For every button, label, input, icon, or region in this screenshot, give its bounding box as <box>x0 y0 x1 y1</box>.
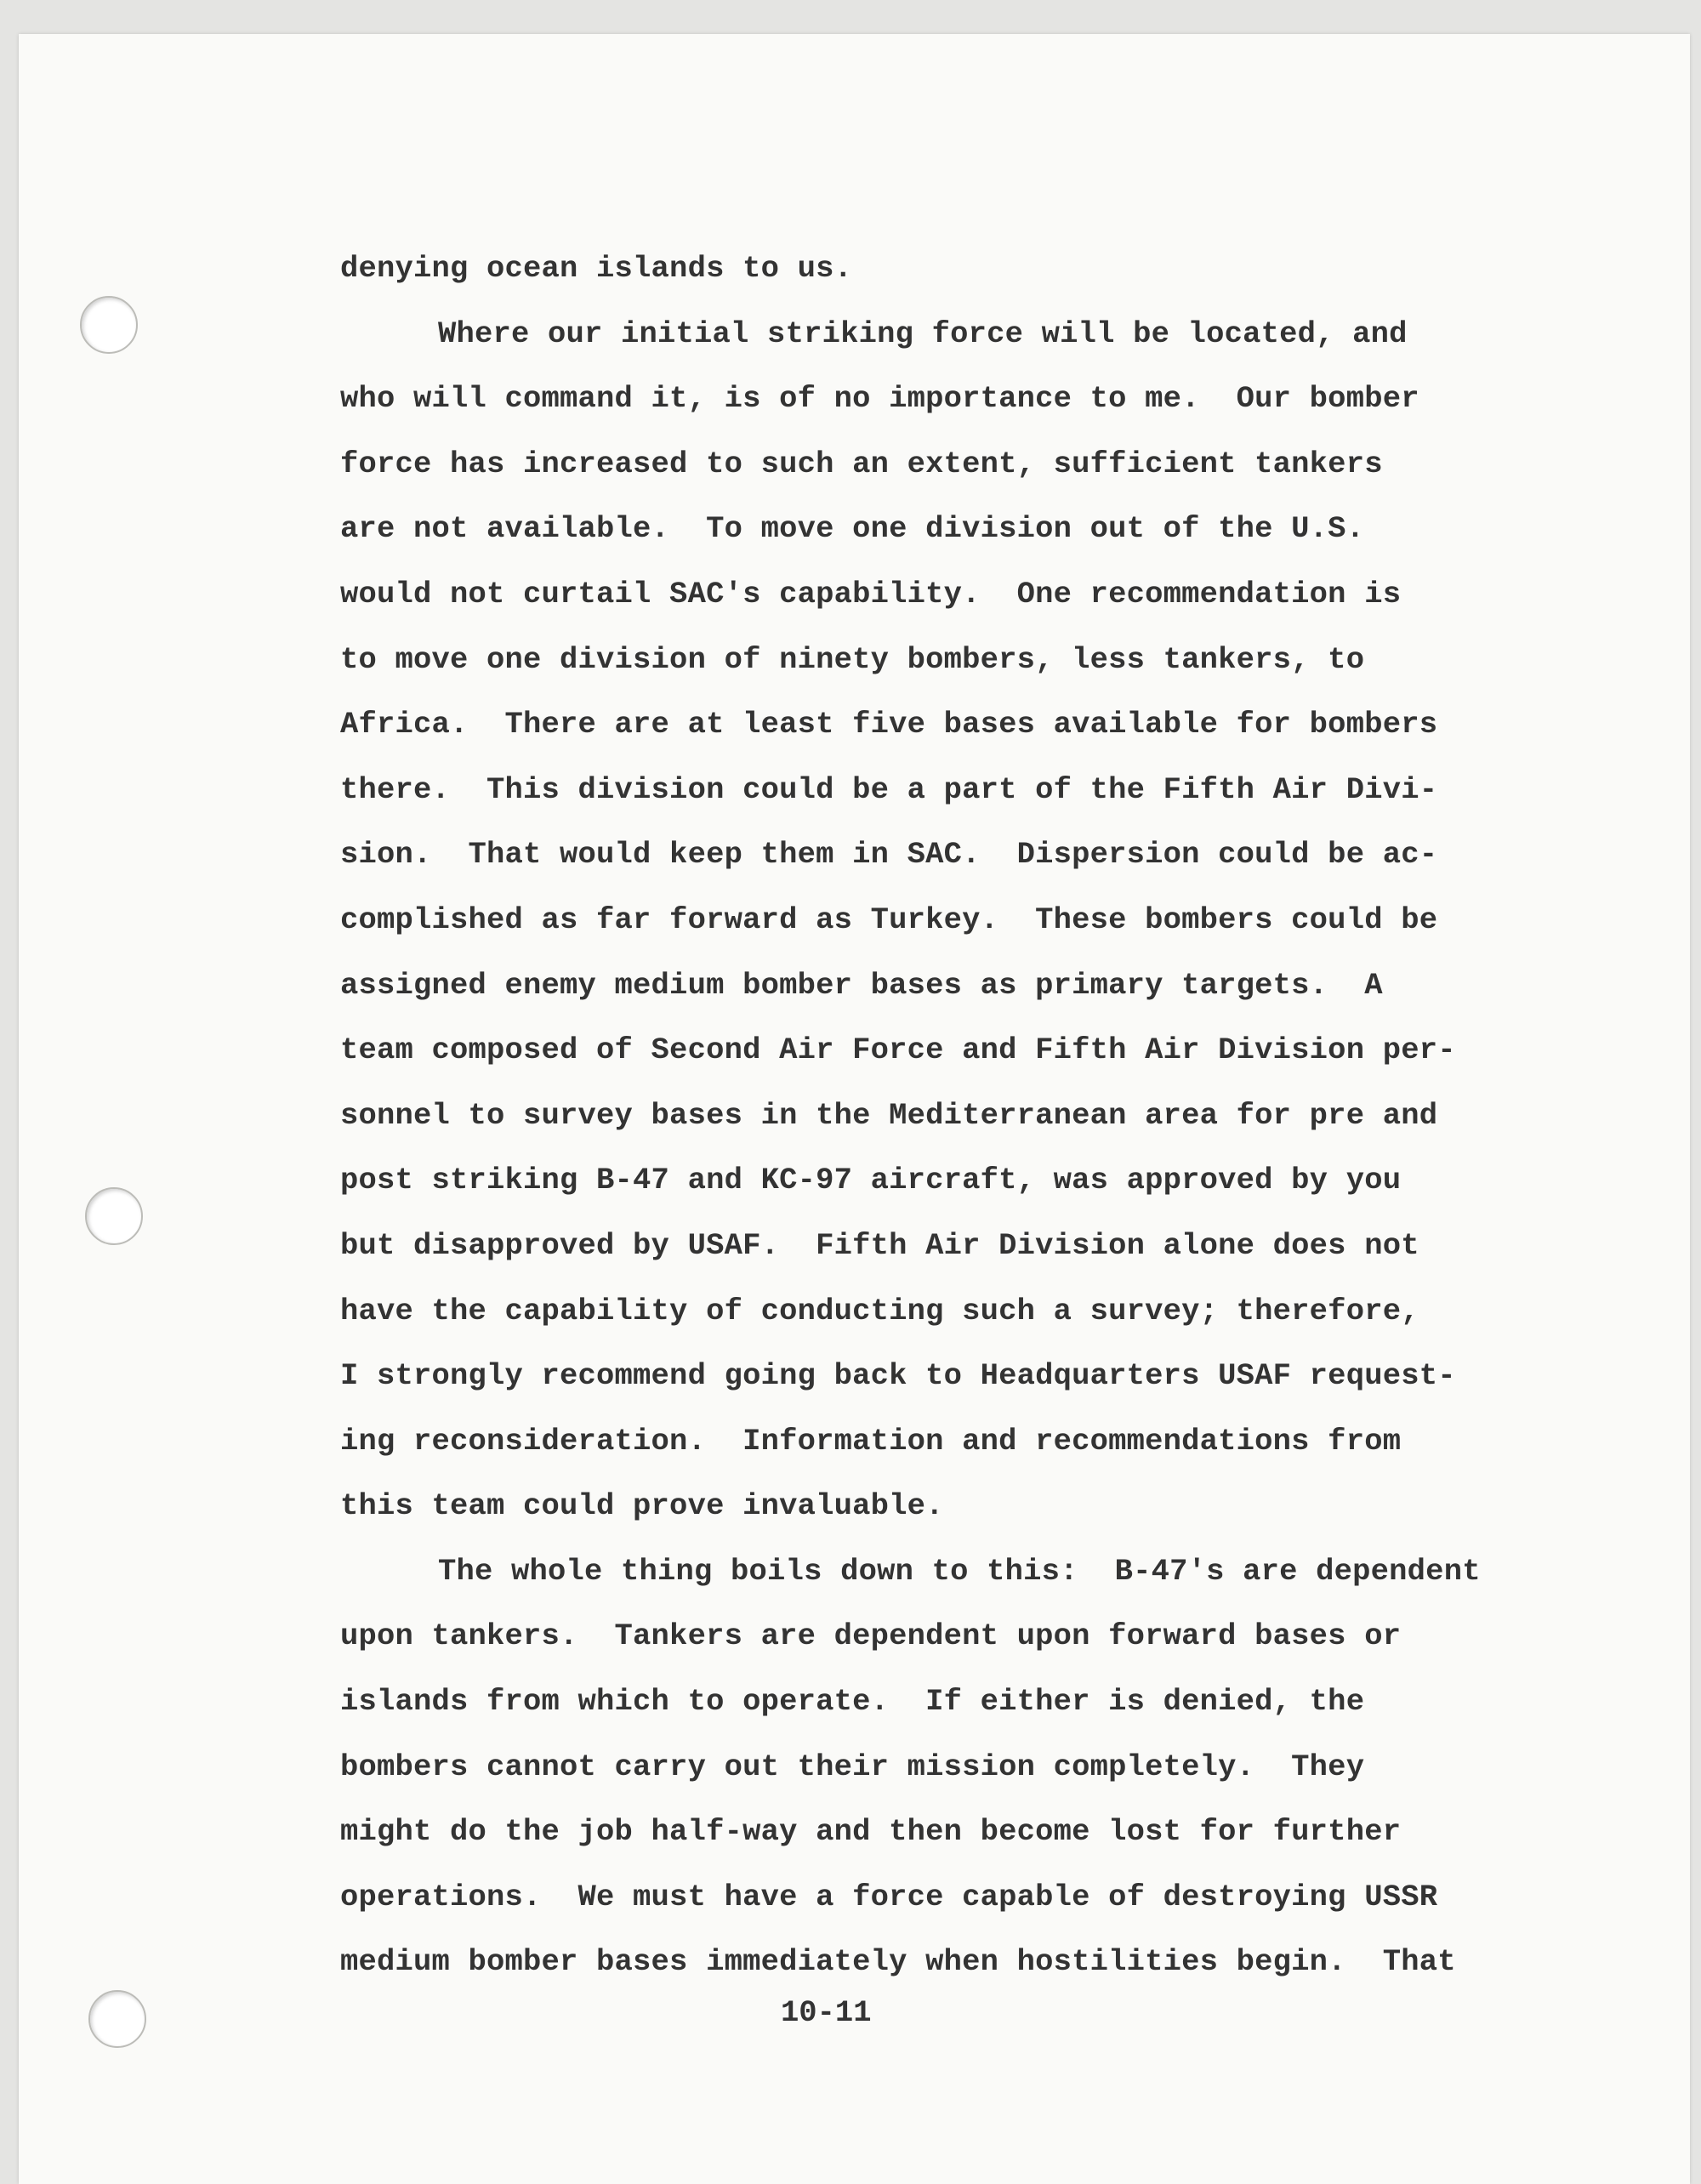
punch-hole-middle <box>85 1187 143 1245</box>
text-line: are not available. To move one division out of the U.S. <box>340 511 1365 547</box>
text-line: there. This division could be a part of the Fifth Air Divi- <box>340 771 1438 807</box>
paragraph-start-line: The whole thing boils down to this: B-47's are dependent <box>438 1553 1481 1589</box>
text-line: bombers cannot carry out their mission completely. They <box>340 1749 1365 1784</box>
text-line: force has increased to such an extent, sufficient tankers <box>340 446 1383 481</box>
punch-hole-bottom <box>88 1990 146 2048</box>
text-line: sonnel to survey bases in the Mediterranean area for pre and <box>340 1097 1438 1133</box>
paragraph-start-line: Where our initial striking force will be located, and <box>438 316 1408 351</box>
text-line: medium bomber bases immediately when hostilities begin. That <box>340 1944 1456 1980</box>
text-line: upon tankers. Tankers are dependent upon forward bases or <box>340 1618 1402 1654</box>
text-line: complished as far forward as Turkey. These bombers could be <box>340 901 1438 937</box>
text-line: to move one division of ninety bombers, less tankers, to <box>340 641 1365 677</box>
document-body <box>340 236 1556 1995</box>
text-line: who will command it, is of no importance to me. Our bomber <box>340 381 1419 417</box>
text-line: Africa. There are at least five bases available for bombers <box>340 707 1438 742</box>
text-line: islands from which to operate. If either is denied, the <box>340 1684 1365 1720</box>
text-line: post striking B-47 and KC-97 aircraft, was approved by you <box>340 1163 1402 1198</box>
text-line: operations. We must have a force capable of destroying USSR <box>340 1879 1438 1914</box>
text-line: assigned enemy medium bomber bases as primary targets. A <box>340 967 1383 1003</box>
text-line: ing reconsideration. Information and recommendations from <box>340 1423 1402 1459</box>
text-line: sion. That would keep them in SAC. Dispersion could be ac- <box>340 837 1438 873</box>
page-number: 10-11 <box>781 1995 872 2030</box>
text-line: this team could prove invaluable. <box>340 1488 944 1524</box>
text-line: might do the job half-way and then become lost for further <box>340 1814 1402 1850</box>
text-line: denying ocean islands to us. <box>340 251 853 286</box>
text-line: have the capability of conducting such a survey; therefore, <box>340 1293 1419 1328</box>
punch-hole-top <box>80 296 138 354</box>
text-line: team composed of Second Air Force and Fifth Air Division per- <box>340 1032 1456 1068</box>
text-line: would not curtail SAC's capability. One recommendation is <box>340 576 1402 611</box>
text-line: I strongly recommend going back to Headquarters USAF request- <box>340 1358 1456 1394</box>
text-line: but disapproved by USAF. Fifth Air Division alone does not <box>340 1227 1419 1263</box>
